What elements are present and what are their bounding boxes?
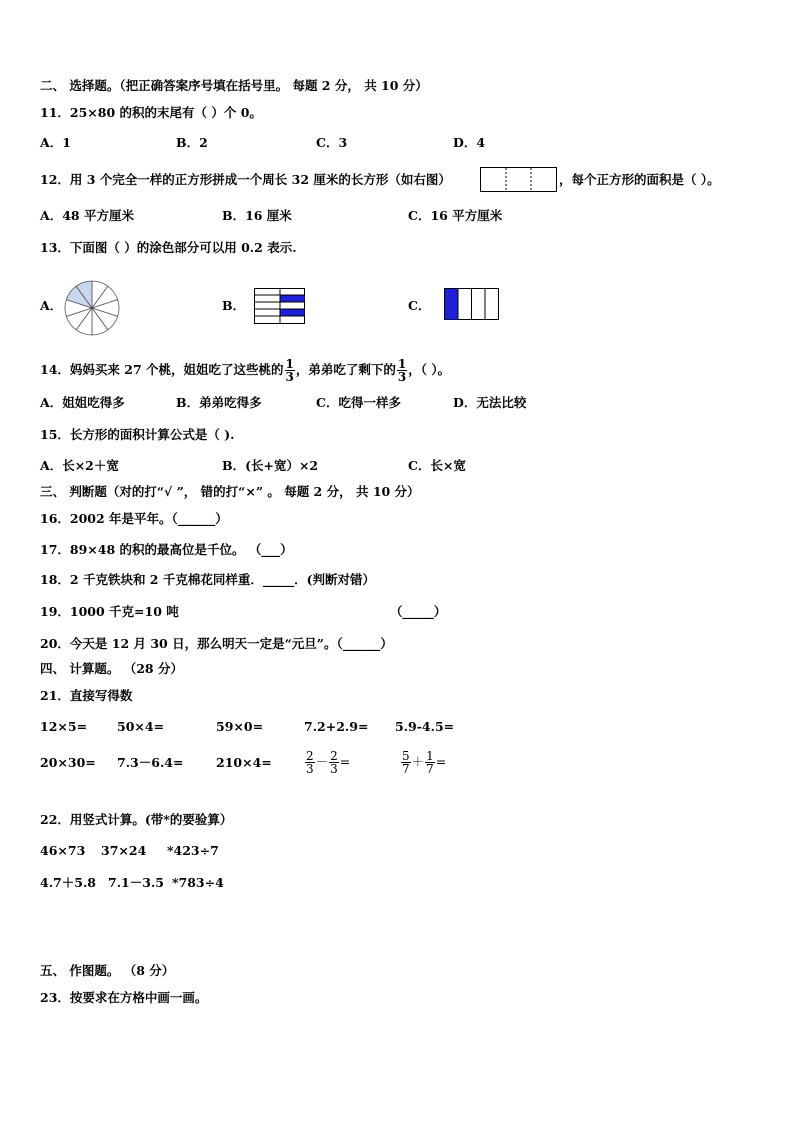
q20: 20．今天是 12 月 30 日，那么明天一定是“元旦”。（______） — [40, 636, 393, 651]
q14-option-d: D．无法比较 — [453, 395, 527, 410]
q15-stem: 15．长方形的面积计算公式是（ ). — [40, 427, 235, 442]
q14-fraction-2: $\frac{1}{3}$ — [397, 357, 407, 384]
q11-option-a: A．1 — [40, 135, 71, 150]
section-5-header: 五、 作图题。 （8 分） — [40, 963, 175, 978]
q14-option-a: A．姐姐吃得多 — [40, 395, 125, 410]
q23-stem: 23．按要求在方格中画一画。 — [40, 990, 208, 1005]
q22-item: 37×24 — [101, 843, 147, 858]
q22-item: 46×73 — [40, 843, 86, 858]
q13-bar-grid-figure — [254, 288, 306, 325]
q11-option-c: C．3 — [316, 135, 348, 150]
section-4-header: 四、 计算题。 （28 分） — [40, 661, 183, 676]
q21-item: 210×4= — [216, 755, 272, 770]
q12-rectangle-figure — [480, 167, 558, 193]
q18: 18．2 千克铁块和 2 千克棉花同样重．_____．(判断对错） — [40, 572, 376, 587]
q21-item: 5.9-4.5= — [395, 719, 455, 734]
q13-strip-figure — [444, 288, 500, 321]
q21-fraction-expression-2: $\frac{5}{7}$ ＋ $\frac{1}{7}$ = — [402, 749, 447, 776]
q22-item: *783÷4 — [172, 875, 224, 890]
q21-title: 21．直接写得数 — [40, 688, 133, 703]
q15-option-b: B．(长+宽）×2 — [222, 458, 319, 473]
q17: 17．89×48 的积的最高位是千位。 （___） — [40, 542, 293, 557]
q11-option-d: D．4 — [453, 135, 486, 150]
section-3-header: 三、 判断题（对的打“√ ”， 错的打“×” 。 每题 2 分， 共 10 分） — [40, 484, 420, 499]
q21-item: 7.3－6.4= — [117, 755, 184, 770]
q11-stem: 11．25×80 的积的末尾有（ ）个 0。 — [40, 105, 262, 120]
q13-option-b: B． — [222, 298, 246, 313]
q14-option-b: B．弟弟吃得多 — [176, 395, 262, 410]
q12-option-b: B．16 厘米 — [222, 208, 292, 223]
q13-stem: 13．下面图（ ）的涂色部分可以用 0.2 表示. — [40, 240, 297, 255]
q15-option-c: C．长×宽 — [408, 458, 466, 473]
q15-option-a: A．长×2＋宽 — [40, 458, 119, 473]
q16: 16．2002 年是平年。（______） — [40, 511, 228, 526]
q21-item: 50×4= — [117, 719, 165, 734]
q13-option-c: C． — [408, 298, 431, 313]
q21-item: 7.2+2.9= — [304, 719, 369, 734]
q19-answer-blank: （_____） — [390, 604, 447, 619]
q22-item: 4.7＋5.8 — [40, 875, 96, 890]
q12-option-c: C．16 平方厘米 — [408, 208, 503, 223]
q11-option-b: B．2 — [176, 135, 208, 150]
q13-option-a: A． — [40, 298, 63, 313]
section-2-header: 二、 选择题。（把正确答案序号填在括号里。 每题 2 分， 共 10 分） — [40, 78, 428, 93]
q22-title: 22．用竖式计算。(带*的要验算） — [40, 812, 233, 827]
q22-item: *423÷7 — [167, 843, 219, 858]
q12-stem-a: 12．用 3 个完全一样的正方形拼成一个周长 32 厘米的长方形（如右图） — [40, 172, 451, 187]
q22-item: 7.1－3.5 — [108, 875, 164, 890]
q21-fraction-expression-1: $\frac{2}{3}$ － $\frac{2}{3}$ = — [306, 749, 351, 776]
q14-fraction-1: $\frac{1}{3}$ — [285, 357, 294, 384]
q21-item: 12×5= — [40, 719, 88, 734]
q14-option-c: C．吃得一样多 — [316, 395, 401, 410]
q13-pie-figure — [63, 279, 121, 337]
q19-stem: 19．1000 千克=10 吨 — [40, 604, 179, 619]
q21-item: 20×30= — [40, 755, 96, 770]
q14-stem: 14．妈妈买来 27 个桃，姐姐吃了这些桃的 $\frac{1}{3}$ ，弟弟吃了剩下的 $\frac{1}{3}$ ，（ ）。 — [40, 357, 451, 384]
q12-option-a: A．48 平方厘米 — [40, 208, 134, 223]
q21-item: 59×0= — [216, 719, 264, 734]
q12-stem-b: ，每个正方形的面积是（ ）。 — [559, 172, 720, 187]
